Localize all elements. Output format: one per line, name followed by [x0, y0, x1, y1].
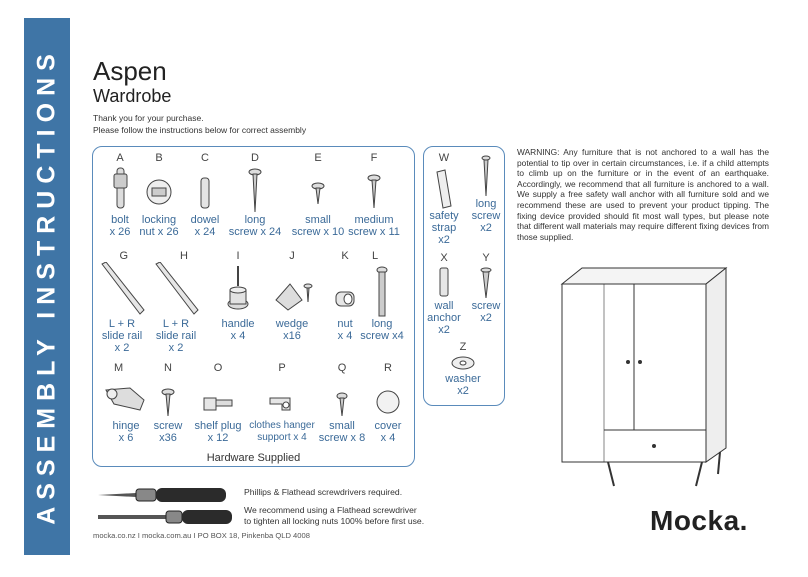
part-letter: Q — [337, 362, 347, 374]
part-letter: H — [180, 250, 188, 262]
part-name: screw — [471, 300, 501, 312]
part-e — [288, 152, 348, 238]
part-qty: x2 — [480, 312, 492, 324]
brand-logo: Mocka. — [650, 505, 748, 536]
part-name: wall — [434, 300, 454, 312]
part-name: clothes hanger — [249, 420, 315, 431]
handle-icon — [218, 262, 258, 318]
part-name: dowel — [190, 214, 220, 226]
part-g — [94, 250, 150, 354]
part-name: small — [329, 420, 355, 432]
part-letter: N — [164, 362, 172, 374]
part-name: L + R — [162, 318, 190, 330]
part-qty: screw x 8 — [318, 432, 366, 444]
part-w — [426, 152, 462, 246]
part-desc: slide rail — [101, 330, 143, 342]
wedge-icon — [270, 262, 314, 318]
part-name: wedge — [275, 318, 309, 330]
part-letter: E — [314, 152, 322, 164]
part-qty: x2 — [457, 385, 469, 397]
intro-text — [93, 112, 306, 136]
long-screw-icon — [245, 164, 265, 214]
part-name: long — [475, 198, 497, 210]
part-n — [146, 362, 190, 444]
part-h — [148, 250, 204, 354]
part-z — [440, 341, 486, 397]
part-name: washer — [445, 373, 481, 385]
cover-cap-icon — [373, 374, 403, 420]
safety-strap-icon — [431, 164, 457, 210]
part-x — [424, 252, 464, 336]
part-letter: R — [384, 362, 392, 374]
part-long-screw — [468, 152, 504, 234]
shelf-plug-icon — [198, 374, 238, 420]
hinge-icon — [100, 374, 152, 420]
part-name: nut — [337, 318, 353, 330]
part-name: safety — [429, 210, 459, 222]
part-qty: x 12 — [207, 432, 229, 444]
part-letter: B — [155, 152, 163, 164]
part-letter: Z — [459, 341, 467, 353]
part-b — [136, 152, 182, 238]
part-qty: x16 — [283, 330, 301, 342]
instructions-line: Please follow the instructions below for correct assembly — [93, 125, 307, 135]
screw-icon — [476, 264, 496, 300]
part-letter: C — [201, 152, 209, 164]
thanks-line: Thank you for your purchase. — [93, 113, 204, 123]
part-name: shelf plug — [194, 420, 242, 432]
part-letter: J — [289, 250, 295, 262]
part-qty: x 4 — [380, 432, 396, 444]
part-name: long — [371, 318, 393, 330]
clothes-hanger-support-icon — [262, 374, 302, 420]
part-letter: M — [114, 362, 124, 374]
part-o — [192, 362, 244, 444]
part-letter: A — [116, 152, 124, 164]
wall-anchor-icon — [434, 264, 454, 300]
medium-screw-icon — [364, 164, 384, 214]
part-letter: G — [119, 250, 128, 262]
part-qty: x36 — [159, 432, 177, 444]
tools-recommend-2: to tighten all locking nuts 100% before first use. — [244, 516, 425, 526]
product-title: Aspen — [93, 56, 167, 86]
washer-icon — [448, 353, 478, 373]
part-letter: F — [370, 152, 378, 164]
part-qty: x 6 — [118, 432, 134, 444]
screwdrivers-icon — [96, 485, 236, 527]
nut-icon — [330, 262, 360, 318]
bolt-icon — [110, 164, 130, 214]
part-qty: x 4 — [230, 330, 246, 342]
part-r — [366, 362, 410, 444]
part-qty: x 2 — [114, 342, 130, 354]
tools-recommend-1: We recommend using a Flathead screwdriver — [244, 504, 417, 515]
product-subtitle: Wardrobe — [93, 86, 172, 106]
part-qty: screw x 24 — [228, 226, 282, 238]
tools-note — [244, 487, 424, 528]
part-letter: X — [440, 252, 448, 264]
part-letter: Y — [482, 252, 490, 264]
part-i — [214, 250, 262, 342]
screw-icon — [158, 374, 178, 420]
part-m — [100, 362, 152, 444]
wardrobe-illustration — [560, 262, 730, 488]
part-qty: x 2 — [168, 342, 184, 354]
locking-nut-icon — [142, 164, 176, 214]
dowel-icon — [198, 164, 212, 214]
part-desc: screw — [471, 210, 501, 222]
small-screw-icon — [332, 374, 352, 420]
footer-contact: mocka.co.nz I mocka.com.au I PO BOX 18, Pinkenba QLD 4008 — [93, 531, 310, 540]
part-j — [268, 250, 316, 342]
long-screw-icon — [476, 152, 496, 198]
part-q — [314, 362, 370, 444]
part-a — [100, 152, 140, 238]
part-desc: anchor — [427, 312, 461, 324]
part-letter: W — [438, 152, 450, 164]
warning-text: WARNING: Any furniture that is not anchored to a wall has the potential to tip over in certain circumstances, i.e. if a child attempts to climb up on the furniture or in the event of an earthquake. Accordingly, we recommend that all furniture is anchored to a wall. We supply a free safety wall anchor with all furniture sold and we recommend these are used to prevent your product tipping. The fixing device provided should fit most wall types, but please note that different wall materials may require different fixing devices from those supplied. — [517, 147, 769, 242]
part-desc: slide rail — [155, 330, 197, 342]
part-qty: nut x 26 — [139, 226, 179, 238]
part-name: L + R — [108, 318, 136, 330]
part-name: cover — [374, 420, 402, 432]
part-letter: I — [236, 250, 240, 262]
part-p — [248, 362, 316, 444]
tools-required: Phillips & Flathead screwdrivers required. — [244, 487, 403, 497]
part-d — [225, 152, 285, 238]
part-name: hinge — [112, 420, 140, 432]
part-qty: screw x 10 — [291, 226, 345, 238]
part-name: long — [244, 214, 266, 226]
sidebar-title: ASSEMBLY INSTRUCTIONS — [32, 47, 61, 525]
part-name: bolt — [111, 214, 129, 226]
part-name: handle — [221, 318, 255, 330]
part-l — [358, 250, 406, 342]
part-f — [344, 152, 404, 238]
hardware-supplied-label: Hardware Supplied — [206, 452, 301, 464]
part-y — [468, 252, 504, 324]
slide-rail-icon — [148, 262, 204, 318]
part-name: medium — [354, 214, 394, 226]
long-screw-icon — [372, 262, 392, 318]
part-qty: screw x4 — [360, 330, 404, 342]
part-name: small — [305, 214, 331, 226]
part-qty: x2 — [438, 234, 450, 246]
slide-rail-icon — [94, 262, 150, 318]
part-desc: strap — [431, 222, 457, 234]
part-name: screw — [153, 420, 183, 432]
part-qty: x 24 — [194, 226, 216, 238]
part-qty: x 26 — [109, 226, 131, 238]
part-letter: P — [278, 362, 286, 374]
part-qty: support x 4 — [257, 432, 307, 443]
part-qty: x2 — [438, 324, 450, 336]
part-letter: D — [251, 152, 259, 164]
part-qty: screw x 11 — [348, 226, 400, 238]
part-name: locking — [141, 214, 177, 226]
part-letter: O — [213, 362, 223, 374]
part-letter: K — [341, 250, 349, 262]
part-c — [185, 152, 225, 238]
part-qty: x2 — [480, 222, 492, 234]
small-screw-icon — [308, 164, 328, 214]
part-qty: x 4 — [337, 330, 353, 342]
part-letter: L — [372, 250, 379, 262]
